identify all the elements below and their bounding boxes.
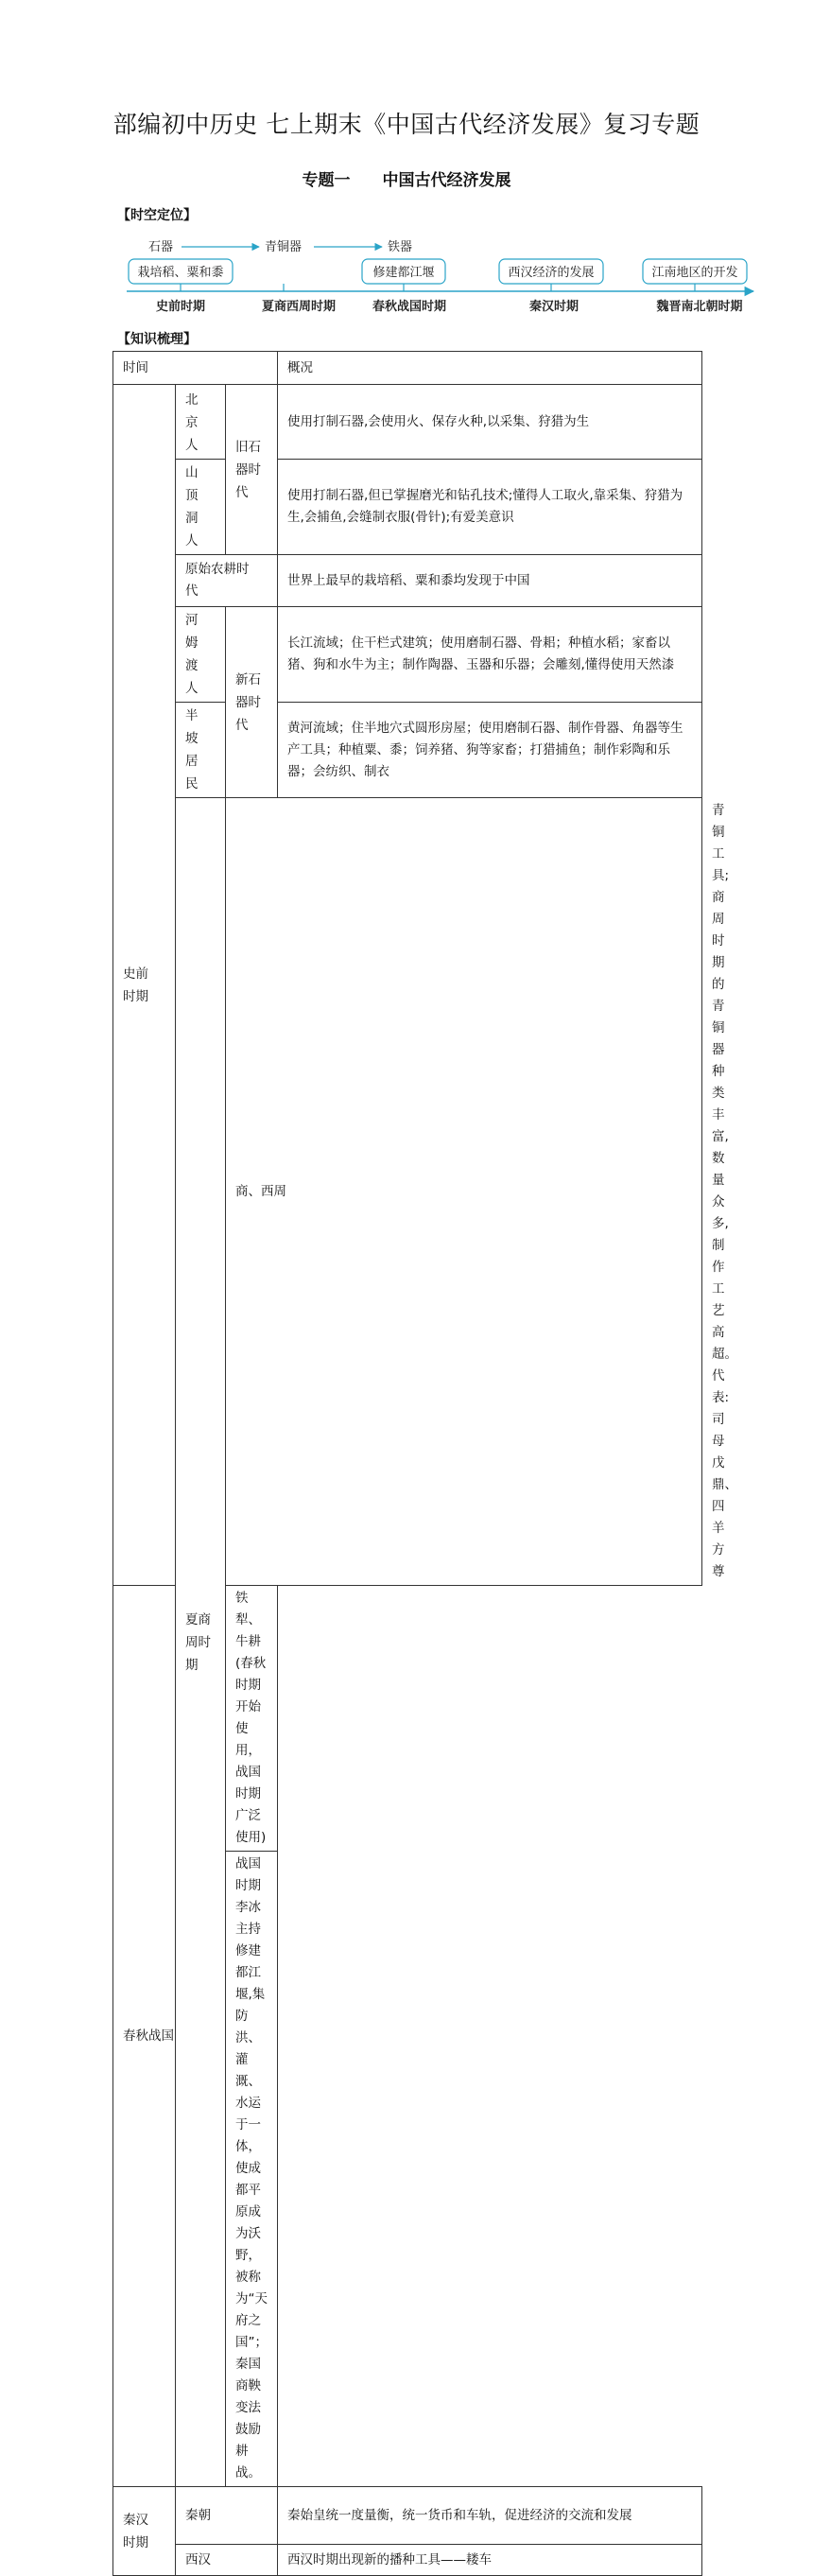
group-chunqiu: 春秋战国 xyxy=(113,1586,226,2487)
group-agriculture: 原始农耕时代 xyxy=(176,555,278,607)
era-qinhan: 秦汉时期 xyxy=(113,2487,176,2576)
group-qin: 秦朝 xyxy=(176,2487,278,2545)
material-iron: 铁器 xyxy=(388,240,413,254)
desc-upper-cave: 使用打制石器,但已掌握磨光和钻孔技术;懂得人工取火,靠采集、狩猎为生,会捕鱼,会缝制衣服(骨针);有爱美意识 xyxy=(278,460,702,555)
event-label-2: 修建都江堰 xyxy=(372,266,435,280)
table-row xyxy=(113,2487,702,2545)
material-stone: 石器 xyxy=(148,240,174,254)
material-bronze: 青铜器 xyxy=(265,240,303,254)
period-3: 春秋战国时期 xyxy=(372,300,447,314)
table-row xyxy=(113,460,702,555)
group-hemudu: 河姆渡人 xyxy=(176,607,226,703)
table-header-row xyxy=(113,352,702,385)
desc-xihan: 西汉时期出现新的播种工具——耧车 xyxy=(278,2545,702,2576)
age-neolithic: 新石器时代 xyxy=(226,607,278,798)
period-5: 魏晋南北朝时期 xyxy=(656,300,743,314)
desc-qin: 秦始皇统一度量衡，统一货币和车轨，促进经济的交流和发展 xyxy=(278,2487,702,2545)
period-1: 史前时期 xyxy=(155,300,206,314)
desc-beijing-man: 使用打制石器,会使用火、保存火种,以采集、狩猎为生 xyxy=(278,385,702,460)
era-xiashang: 夏商周时期 xyxy=(176,798,226,2487)
desc-chunqiu-2: 战国时期李冰主持修建都江堰,集防洪、灌溉、水运于一体，使成都平原成为沃野，被称为“天府之国”；秦国商鞅变法鼓励耕战。 xyxy=(226,1852,278,2487)
topic-name: 中国古代经济发展 xyxy=(382,171,511,190)
header-time: 时间 xyxy=(113,352,278,385)
group-banpo: 半坡居民 xyxy=(176,703,226,798)
table-row xyxy=(113,2545,702,2576)
era-prehistoric: 史前时期 xyxy=(113,385,176,1586)
table-row xyxy=(113,385,702,460)
knowledge-table xyxy=(112,351,737,2576)
header-overview: 概况 xyxy=(278,352,702,385)
age-paleolithic: 旧石器时代 xyxy=(226,385,278,555)
section-label-knowledge: 【知识梳理】 xyxy=(117,332,197,347)
topic-number: 专题一 xyxy=(302,171,351,190)
desc-hemudu: 长江流域；住干栏式建筑；使用磨制石器、骨耜；种植水稻；家畜以猪、狗和水牛为主；制作陶器、玉器和乐器；会雕刻,懂得使用天然漆 xyxy=(278,607,702,703)
timeline-diagram xyxy=(0,0,813,326)
table-row xyxy=(113,703,702,798)
desc-chunqiu-1: 铁犁、牛耕(春秋时期开始使用，战国时期广泛使用) xyxy=(226,1586,278,1852)
table-row: 夏商周时期 商、西周 青铜工具;商周时期的青铜器种类丰富,数量众多,制作工艺高超。代表:司母戊鼎、四羊方尊 xyxy=(113,798,702,1586)
table-row xyxy=(113,555,702,607)
period-2: 夏商西周时期 xyxy=(261,300,337,314)
desc-agriculture: 世界上最早的栽培稻、粟和黍均发现于中国 xyxy=(278,555,702,607)
group-beijing-man: 北京人 xyxy=(176,385,226,460)
period-4: 秦汉时期 xyxy=(528,300,579,314)
event-label-1: 栽培稻、粟和黍 xyxy=(137,266,224,280)
section-label-timeline: 【时空定位】 xyxy=(117,208,197,223)
table-row xyxy=(113,607,702,703)
group-upper-cave: 山顶洞人 xyxy=(176,460,226,555)
desc-banpo: 黄河流域；住半地穴式圆形房屋；使用磨制石器、制作骨器、角器等生产工具；种植粟、黍；饲养猪、狗等家畜；打猎捕鱼；制作彩陶和乐器；会纺织、制衣 xyxy=(278,703,702,798)
document-title: 部编初中历史 七上期末《中国古代经济发展》复习专题 xyxy=(112,111,701,138)
group-xihan: 西汉 xyxy=(176,2545,278,2576)
event-label-4: 江南地区的开发 xyxy=(651,266,738,280)
event-label-3: 西汉经济的发展 xyxy=(508,266,595,280)
group-shang: 商、西周 xyxy=(226,798,702,1586)
